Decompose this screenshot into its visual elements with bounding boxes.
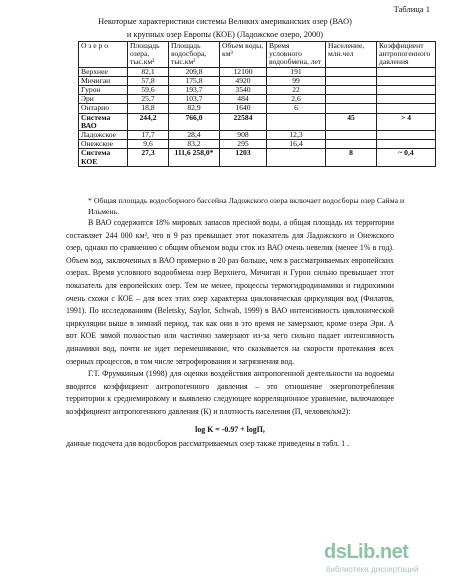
table-cell: 18,8	[128, 104, 169, 113]
table-cell	[377, 67, 436, 76]
table-title-line2: и крупных озер Европы (КОЕ) (Ладожское озеро, 2000)	[126, 30, 324, 39]
table-header-row	[79, 42, 436, 68]
table-cell: Мичиган	[79, 76, 128, 85]
table-cell	[326, 86, 377, 95]
table-cell: 27,3	[128, 149, 169, 166]
table-cell: 908	[220, 131, 267, 140]
table-cell	[326, 67, 377, 76]
table-cell: 82,9	[169, 104, 220, 113]
table-cell: 1203	[220, 149, 267, 166]
body-text	[66, 217, 394, 451]
table-row	[79, 86, 436, 95]
table-cell: 209,8	[169, 67, 220, 76]
last-line: данные подсчета для водосборов рассматриваемых озер также приведены в табл. 1 .	[66, 439, 350, 449]
table-cell: 25,7	[128, 95, 169, 104]
table-row	[79, 104, 436, 113]
header-exchange-time: Время условного водообмена, лет	[267, 42, 326, 68]
table-row	[79, 131, 436, 140]
paragraph-2: Г.Т. Фрумкиным (1998) для оценки воздействия антропогенной деятельности на водоемы вводится коэффициент антропогенного давления – это отношение энергопотребления территории к среднемировому и выявлено следующее корреляционное уравнение, включающее коэффициент антропогенного давления (К) и плотность населения (П, человек/км2):	[66, 369, 394, 416]
table-cell: 12100	[220, 67, 267, 76]
table-cell: 17,7	[128, 131, 169, 140]
table-cell: 2,6	[267, 95, 326, 104]
watermark-subtitle: библиотека диссертаций	[326, 565, 419, 574]
table-cell	[326, 131, 377, 140]
header-lake: О з е р о	[79, 42, 128, 68]
table-cell	[326, 76, 377, 85]
table-cell: 22	[267, 86, 326, 95]
table-cell: 12,3	[267, 131, 326, 140]
table-cell: 111,6 258,0*	[169, 149, 220, 166]
table-title-line1: Некоторые характеристики системы Великих американских озер (ВАО)	[98, 17, 352, 26]
table-cell: 191	[267, 67, 326, 76]
table-cell: 244,2	[128, 113, 169, 130]
table-cell	[377, 131, 436, 140]
header-coefficient: Коэффициент антропогенного давления	[377, 42, 436, 68]
table-cell: ~ 0,4	[377, 149, 436, 166]
table-cell: 9,6	[128, 140, 169, 149]
table-cell: Эри	[79, 95, 128, 104]
table-cell	[377, 76, 436, 85]
table-cell: 59,6	[128, 86, 169, 95]
header-area: Площадь озера, тыс.км²	[128, 42, 169, 68]
table-cell: 83,2	[169, 140, 220, 149]
table-cell: 45	[326, 113, 377, 130]
table-cell: 193,7	[169, 86, 220, 95]
table-row	[79, 67, 436, 76]
table-cell: 22584	[220, 113, 267, 130]
table-cell: 103,7	[169, 95, 220, 104]
lakes-table	[78, 41, 436, 167]
table-cell: 16,4	[267, 140, 326, 149]
footnote: * Общая площадь водосборного бассейна Ладожского озера включает водосборы озер Сайма и Ильмень.	[88, 196, 405, 216]
table-cell: Система КОЕ	[79, 149, 128, 166]
header-volume: Объем воды, км³	[220, 42, 267, 68]
table-cell: Верхнее	[79, 67, 128, 76]
table-cell: 99	[267, 76, 326, 85]
table-cell: 57,8	[128, 76, 169, 85]
table-cell: Система ВАО	[79, 113, 128, 130]
table-cell	[377, 104, 436, 113]
table-label: Таблица 1	[393, 4, 430, 14]
formula: log K = -0.97 + logП,	[195, 424, 265, 434]
table-cell	[267, 113, 326, 130]
table-cell: 1640	[220, 104, 267, 113]
watermark-logo-text: dsLib.net	[324, 541, 409, 563]
table-cell: > 4	[377, 113, 436, 130]
table-cell: Онежское	[79, 140, 128, 149]
header-population: Население, млн.чел	[326, 42, 377, 68]
table-row	[79, 95, 436, 104]
watermark-logo	[324, 541, 432, 577]
table-row	[79, 140, 436, 149]
table-cell: 28,4	[169, 131, 220, 140]
table-cell: 766,0	[169, 113, 220, 130]
table-cell: 8	[326, 149, 377, 166]
table-cell: 175,8	[169, 76, 220, 85]
table-cell: 82,1	[128, 67, 169, 76]
table-cell: Онтарио	[79, 104, 128, 113]
table-cell	[377, 86, 436, 95]
table-row	[79, 113, 436, 130]
table-cell	[267, 149, 326, 166]
table-cell	[326, 95, 377, 104]
table-cell: 3540	[220, 86, 267, 95]
table-row	[79, 76, 436, 85]
paragraph-1: В ВАО содержится 18% мировых запасов пресной воды, а общая площадь их территории составляет 244 000 км², что в 9 раз превышает этот показатель для Ладожского и Онежского озер, однако по сравнению с общим объемом воды сток из ВАО очень невелик (менее 1% в год). Объем вод, заключенных в ВАО примерно в 20 раз больше, чем в рассматриваемых европейских озерах. Время условного водообмена озер Верхнего, Мичиган и Гурон сильно превышает этот показатель для европейских озер. Тем не менее, процессы термогидродинамики и гидрохимии очень схожи с КОЕ – для всех этих озер характерна циклоническая циркуляция вод (Филатов, 1991). По исследованиям (Beletsky, Saylor, Schwab, 1999) в ВАО интенсивность циклонической циркуляции выше в зимний период, так как они в это время не замерзают, кроме озера Эри. А вот КОЕ зимой полностью или частично замерзают из-за чего сильно падает интенсивность динамики вод, почти не идет перемешивание, что сказывается на скорости протекания всех озерных процессов, в том числе эвтрофирования и загрязнения вод.	[66, 218, 394, 366]
table-cell: Гурон	[79, 86, 128, 95]
table-cell: 6	[267, 104, 326, 113]
table-cell: Ладожское	[79, 131, 128, 140]
table-cell: 484	[220, 95, 267, 104]
table-cell	[326, 104, 377, 113]
table-cell	[377, 95, 436, 104]
header-catchment: Площадь водосбора, тыс.км²	[169, 42, 220, 68]
table-cell: 4920	[220, 76, 267, 85]
table-cell: 295	[220, 140, 267, 149]
table-row	[79, 149, 436, 166]
